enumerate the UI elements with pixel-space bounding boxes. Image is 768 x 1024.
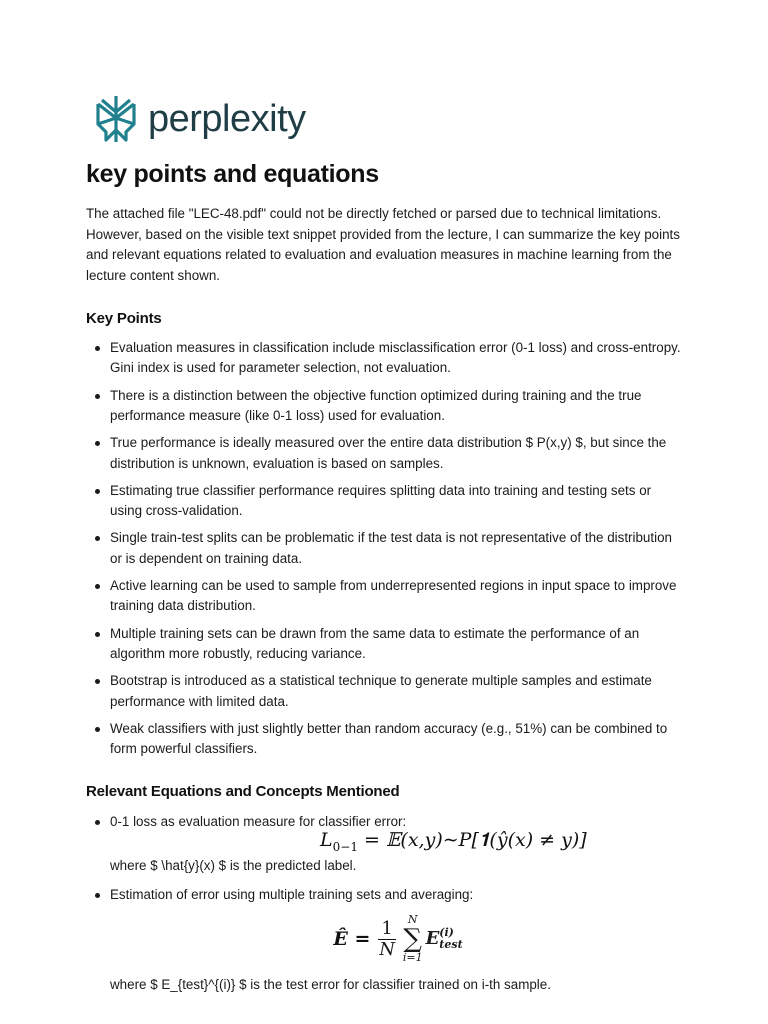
sum-upper-limit: N [407,913,418,927]
equation-label: Estimation of error using multiple training sets and averaging: [110,886,474,902]
brand-name: perplexity [148,98,306,140]
list-item: Multiple training sets can be drawn from the same data to estimate the performance of an algorithm more robustly, reducing variance. [86,624,686,665]
intro-paragraph: The attached file "LEC-48.pdf" could not be directly fetched or parsed due to technical limitations. However, based on the visible text snippet provided from the lecture, I can summarize the key points and relevant equations related to evaluation and evaluation measures in machine learning from the lecture content shown. [86,206,680,283]
list-item: True performance is ideally measured over the entire data distribution $ P(x,y) $, but since the distribution is unknown, evaluation is based on samples. [86,433,686,474]
loss-equation [110,829,686,856]
loss-formula [320,830,587,857]
equations-list [86,812,686,996]
equation-label: 0-1 loss as evaluation measure for classifier error: [110,814,407,829]
perplexity-mark-icon [94,94,138,144]
equations-heading: Relevant Equations and Concepts Mentioned [86,783,400,800]
list-item: Single train-test splits can be problematic if the test data is not representative of the distribution or is dependent on training data. [86,528,686,569]
fraction-denominator: N [379,938,395,960]
sum-lower-limit: i=1 [402,951,423,965]
formula-lhs: L [320,829,333,852]
list-item: Estimating true classifier performance requires splitting data into training and testing sets or using cross-validation. [86,481,686,522]
equation-note: where $ E_{test}^{(i)} $ is the test error for classifier trained on i-th sample. [110,977,551,993]
list-item: There is a distinction between the objective function optimized during training and the true performance measure (like 0-1 loss) used for evaluation. [86,386,686,427]
formula-subscript: 0−1 [332,840,358,855]
error-indices [439,927,462,951]
error-subscript: test [439,938,463,952]
fraction [378,919,395,960]
key-points-list [86,338,686,766]
perplexity-logo [94,94,306,144]
error-superscript: (i) [439,926,454,940]
key-points-heading: Key Points [86,310,162,327]
list-item: Weak classifiers with just slightly better than random accuracy (e.g., 51%) can be combined to form powerful classifiers. [86,719,686,760]
page-title: key points and equations [86,160,379,188]
list-item: Active learning can be used to sample from underrepresented regions in input space to improve training data distribution. [86,576,686,617]
average-error-equation [110,909,686,969]
sum-symbol: ∑ [403,924,422,955]
formula-lhs: Ê = [333,928,371,951]
equation-item-loss [86,812,686,877]
list-item: Evaluation measures in classification include misclassification error (0-1 loss) and cross-entropy. Gini index is used for parameter selection, not evaluation. [86,338,686,379]
formula-rhs: = 𝔼(x,y)∼P[𝟏(ŷ(x) ≠ y)] [357,829,587,852]
summation [403,914,423,964]
error-variable: E [425,928,440,950]
list-item: Bootstrap is introduced as a statistical technique to generate multiple samples and estimate performance with limited data. [86,671,686,712]
equation-item-average [86,885,686,996]
fraction-numerator: 1 [378,919,395,940]
equation-note: where $ \hat{y}(x) $ is the predicted label. [110,858,357,874]
